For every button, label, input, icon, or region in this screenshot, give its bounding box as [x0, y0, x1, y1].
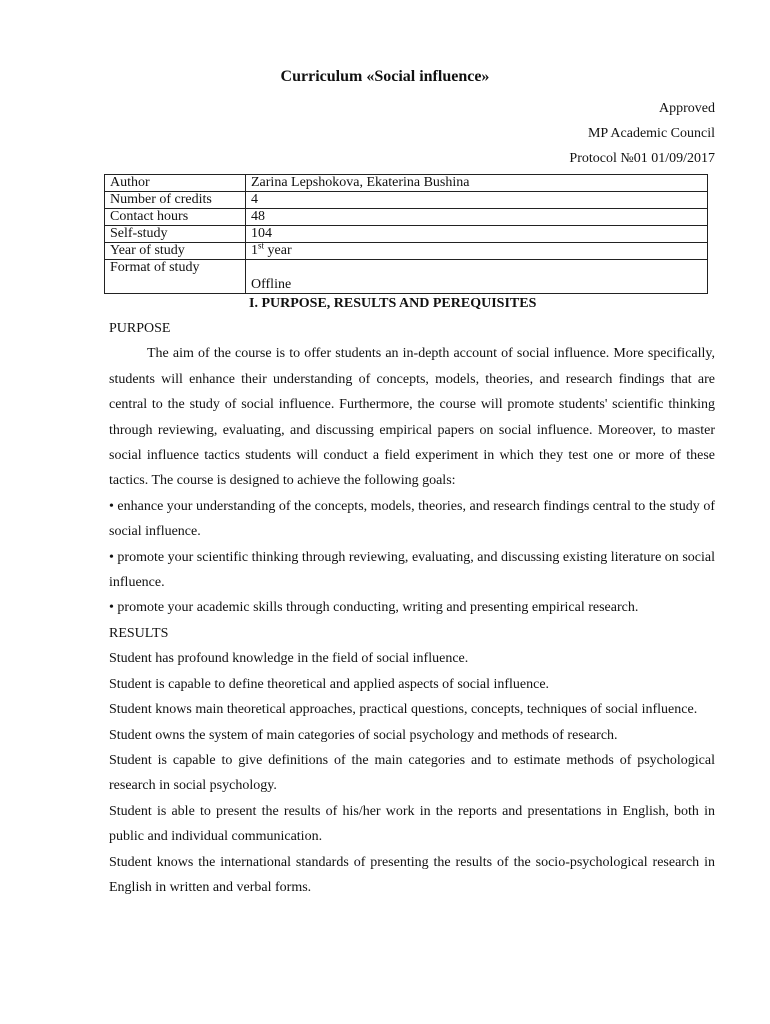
table-row: [105, 192, 708, 209]
table-key: Number of credits: [105, 192, 246, 209]
table-row: [105, 226, 708, 243]
result-item: Student knows main theoretical approaches, practical questions, concepts, techniques of social influence.: [109, 702, 698, 718]
table-key: Format of study: [105, 260, 246, 294]
table-key: Self-study: [105, 226, 246, 243]
course-info-table: [104, 174, 708, 294]
table-row: [105, 243, 708, 260]
year-number: 1: [251, 243, 258, 258]
table-key: Contact hours: [105, 209, 246, 226]
result-item: Student is capable to define theoretical and applied aspects of social influence.: [109, 676, 550, 692]
result-item: Student is able to present the results of his/her work in the reports and presentations in English, both in public and individual communication.: [109, 803, 715, 845]
results-heading: RESULTS: [109, 625, 169, 641]
result-item: Student has profound knowledge in the field of social influence.: [109, 651, 469, 667]
result-item: Student owns the system of main categories of social psychology and methods of research.: [109, 727, 618, 743]
approval-block: [569, 96, 715, 171]
page-title: Curriculum «Social influence»: [280, 68, 490, 85]
document-body: [109, 316, 715, 900]
goal-bullet: • promote your academic skills through conducting, writing and presenting empirical research.: [109, 600, 639, 616]
table-row: [105, 209, 708, 226]
approval-protocol: Protocol №01 01/09/2017: [569, 151, 715, 166]
table-value: 4: [246, 192, 708, 209]
year-ordinal: st: [258, 240, 265, 251]
section-heading: I. PURPOSE, RESULTS AND PEREQUISITES: [249, 296, 537, 311]
approval-line: Approved: [659, 101, 715, 116]
table-value: Zarina Lepshokova, Ekaterina Bushina: [246, 175, 708, 192]
table-key: Year of study: [105, 243, 246, 260]
table-value: [246, 240, 708, 260]
table-value: 48: [246, 209, 708, 226]
table-row: [105, 260, 708, 294]
result-item: Student is capable to give definitions of the main categories and to estimate methods of psychological research in social psychology.: [109, 752, 715, 794]
result-item: Student knows the international standards of presenting the results of the socio-psychological research in English in written and verbal forms.: [109, 854, 715, 895]
table-key: Author: [105, 175, 246, 192]
goal-bullet: • promote your scientific thinking through reviewing, evaluating, and discussing existing literature on social influence.: [109, 549, 715, 591]
table-value: Offline: [246, 260, 708, 294]
table-value: 104: [246, 226, 708, 243]
purpose-paragraph: The aim of the course is to offer students an in-depth account of social influence. More specifically, students will enhance their understanding of concepts, models, theories, and research findings that are central to the study of social influence. Furthermore, the course will promote students' scientific thinking through reviewing, evaluating, and discussing empirical papers on social influence. Moreover, to master social influence tactics students will conduct a field experiment in which they test one or more of these tactics. The course is designed to achieve the following goals:: [109, 346, 715, 489]
purpose-heading: PURPOSE: [109, 321, 171, 336]
goal-bullet: • enhance your understanding of the concepts, models, theories, and research findings central to the study of social influence.: [109, 498, 715, 540]
table-row: [105, 175, 708, 192]
year-word: year: [264, 243, 292, 258]
approval-council: MP Academic Council: [587, 126, 715, 141]
